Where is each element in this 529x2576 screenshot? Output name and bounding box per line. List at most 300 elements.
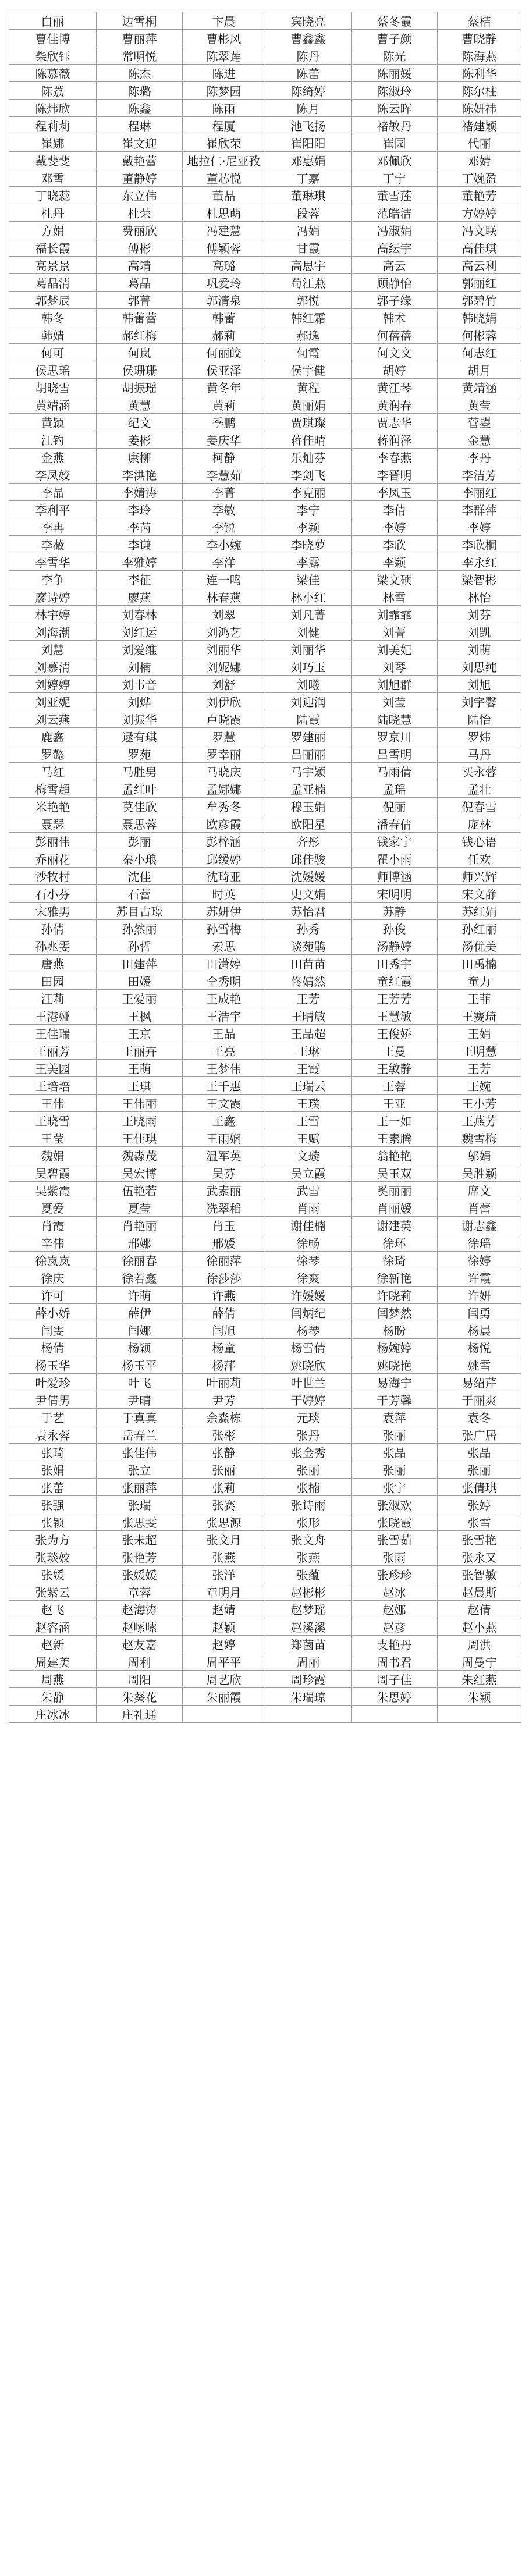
name-cell: 朱瑞琼	[265, 1688, 352, 1706]
name-cell: 张婷	[438, 1496, 521, 1513]
name-cell: 赵友嘉	[97, 1636, 183, 1653]
name-cell: 王鑫	[183, 1112, 265, 1129]
name-cell: 李冉	[9, 518, 97, 536]
name-cell: 刘旭	[438, 676, 521, 693]
name-cell: 戴艳蕾	[97, 152, 183, 169]
name-cell: 李洁芳	[438, 466, 521, 484]
name-cell: 陈鑫	[97, 100, 183, 117]
name-cell: 张丽	[265, 1461, 352, 1479]
name-cell: 黄莉	[183, 396, 265, 414]
name-cell: 叶世兰	[265, 1374, 352, 1391]
table-row	[9, 379, 521, 396]
name-cell: 索思	[183, 937, 265, 955]
name-cell: 梅雪超	[9, 780, 97, 798]
name-cell: 张广居	[438, 1426, 521, 1444]
name-cell: 刘春林	[97, 606, 183, 623]
name-cell: 何彬蓉	[438, 326, 521, 344]
name-cell: 张丽萍	[97, 1479, 183, 1496]
name-cell: 沙牧村	[9, 868, 97, 885]
name-cell: 陈翠莲	[183, 47, 265, 65]
name-cell: 崔阳阳	[265, 134, 352, 152]
name-cell: 刘鸿艺	[183, 623, 265, 641]
name-cell: 元琰	[265, 1409, 352, 1426]
name-cell: 李洪艳	[97, 466, 183, 484]
name-cell: 丁嘉	[265, 169, 352, 187]
name-cell: 刘迎润	[265, 693, 352, 710]
table-row	[9, 1618, 521, 1636]
name-cell: 杨雪倩	[265, 1339, 352, 1356]
name-cell: 闫旭	[183, 1321, 265, 1339]
name-cell: 常明悦	[97, 47, 183, 65]
name-cell	[183, 1706, 265, 1723]
name-cell: 尹倩男	[9, 1391, 97, 1409]
name-cell: 吴宏博	[97, 1164, 183, 1182]
name-cell: 高靖	[97, 257, 183, 274]
name-cell: 侯珊珊	[97, 361, 183, 379]
name-cell: 于真真	[97, 1409, 183, 1426]
name-cell: 刘云燕	[9, 710, 97, 728]
name-cell: 董琳琪	[265, 187, 352, 204]
table-row	[9, 257, 521, 274]
name-cell: 郝红梅	[97, 326, 183, 344]
name-cell: 郝逸	[265, 326, 352, 344]
name-cell: 王爱丽	[97, 990, 183, 1007]
name-cell: 赵溪溪	[265, 1618, 352, 1636]
name-cell: 章明月	[183, 1583, 265, 1601]
name-cell: 王莹	[9, 1129, 97, 1147]
table-row	[9, 169, 521, 187]
name-cell: 刘翠	[183, 606, 265, 623]
name-cell: 陈妍祎	[438, 100, 521, 117]
name-cell: 周丽	[265, 1653, 352, 1671]
name-cell: 叶爱珍	[9, 1374, 97, 1391]
name-cell: 赵海涛	[97, 1601, 183, 1618]
table-row	[9, 1601, 521, 1618]
name-cell: 范皓洁	[352, 204, 438, 222]
name-cell: 罗慧	[183, 728, 265, 745]
name-cell: 王枫	[97, 1007, 183, 1025]
name-cell: 易海宁	[352, 1374, 438, 1391]
table-row	[9, 1321, 521, 1339]
name-cell: 陈丹	[265, 47, 352, 65]
table-row	[9, 1095, 521, 1112]
name-cell: 胡振瑶	[97, 379, 183, 396]
name-cell: 林怡	[438, 588, 521, 606]
name-cell: 周曼宁	[438, 1653, 521, 1671]
table-row	[9, 1496, 521, 1513]
table-row	[9, 885, 521, 903]
name-cell: 徐环	[352, 1234, 438, 1252]
name-cell: 柯静	[183, 449, 265, 466]
name-cell: 王琪	[97, 1077, 183, 1095]
name-cell: 刘旭群	[352, 676, 438, 693]
name-cell: 黄慧	[97, 396, 183, 414]
name-cell: 刘海潮	[9, 623, 97, 641]
name-cell: 徐庆	[9, 1269, 97, 1287]
name-cell: 李婧涛	[97, 484, 183, 501]
table-row	[9, 1479, 521, 1496]
name-cell: 傅彬	[97, 239, 183, 257]
name-cell: 福长霞	[9, 239, 97, 257]
name-cell: 李婷	[438, 518, 521, 536]
name-cell: 罗懿	[9, 745, 97, 763]
name-cell: 王梦伟	[183, 1060, 265, 1077]
name-cell: 方婷婷	[438, 204, 521, 222]
name-cell: 李晋明	[352, 466, 438, 484]
name-cell: 刘凡菁	[265, 606, 352, 623]
name-cell: 王赋	[265, 1129, 352, 1147]
name-cell: 郭子缘	[352, 292, 438, 309]
name-cell: 王佳琪	[97, 1129, 183, 1147]
name-cell: 李永红	[438, 553, 521, 571]
name-cell: 武素丽	[183, 1182, 265, 1199]
name-cell: 田禹楠	[438, 955, 521, 972]
name-cell: 谢佳楠	[265, 1217, 352, 1234]
name-cell: 李玲	[97, 501, 183, 518]
name-cell: 马丹	[438, 745, 521, 763]
name-cell: 林宇婷	[9, 606, 97, 623]
name-cell: 林雪	[352, 588, 438, 606]
name-cell: 孟亚楠	[265, 780, 352, 798]
table-row	[9, 30, 521, 47]
name-cell: 田潇婷	[183, 955, 265, 972]
name-cell: 程琳	[97, 117, 183, 134]
table-row	[9, 1566, 521, 1583]
name-cell: 曹丽萍	[97, 30, 183, 47]
name-cell: 欧阳星	[265, 815, 352, 833]
name-cell: 梁佳	[265, 571, 352, 588]
name-cell: 肖蕾	[438, 1199, 521, 1217]
name-cell: 许媛媛	[265, 1287, 352, 1304]
name-cell: 何可	[9, 344, 97, 361]
table-row	[9, 571, 521, 588]
name-cell: 肖丽媛	[352, 1199, 438, 1217]
name-cell: 米艳艳	[9, 798, 97, 815]
name-cell: 谢志鑫	[438, 1217, 521, 1234]
name-cell: 杨悦	[438, 1339, 521, 1356]
name-cell: 张永又	[438, 1548, 521, 1566]
name-cell: 汤优美	[438, 937, 521, 955]
name-cell	[265, 1706, 352, 1723]
name-cell: 柴欣钰	[9, 47, 97, 65]
name-cell: 王素腾	[352, 1129, 438, 1147]
name-cell: 仝秀明	[183, 972, 265, 990]
name-cell: 张文舟	[265, 1531, 352, 1548]
name-cell: 朱丽霞	[183, 1688, 265, 1706]
name-cell: 聂思蓉	[97, 815, 183, 833]
name-cell: 韩晓娟	[438, 309, 521, 326]
name-cell: 买永蓉	[438, 763, 521, 780]
name-cell: 李婷	[352, 518, 438, 536]
name-cell: 齐彤	[265, 833, 352, 850]
name-cell: 高佳琪	[438, 239, 521, 257]
name-cell: 廖诗婷	[9, 588, 97, 606]
name-cell: 罗京川	[352, 728, 438, 745]
name-cell: 赵飞	[9, 1601, 97, 1618]
name-cell: 李小婉	[183, 536, 265, 553]
name-cell: 夏莹	[97, 1199, 183, 1217]
name-cell: 郭悦	[265, 292, 352, 309]
name-cell: 黄莹	[438, 396, 521, 414]
name-cell: 刘伊欣	[183, 693, 265, 710]
name-cell: 李欣桐	[438, 536, 521, 553]
name-cell: 张丽	[183, 1461, 265, 1479]
name-cell: 高云利	[438, 257, 521, 274]
table-row	[9, 641, 521, 658]
name-cell: 刘美妃	[352, 641, 438, 658]
name-cell: 费丽欣	[97, 222, 183, 239]
name-cell: 赵婷	[183, 1636, 265, 1653]
name-cell: 彭丽	[97, 833, 183, 850]
name-cell: 王芳芳	[352, 990, 438, 1007]
name-cell: 张未超	[97, 1531, 183, 1548]
name-cell: 吴玉双	[352, 1164, 438, 1182]
name-cell: 徐岚岚	[9, 1252, 97, 1269]
name-cell: 肖艳丽	[97, 1217, 183, 1234]
table-row	[9, 204, 521, 222]
name-cell: 高思宇	[265, 257, 352, 274]
name-cell: 蔡桔	[438, 12, 521, 30]
name-cell: 王京	[97, 1025, 183, 1042]
name-cell: 张为方	[9, 1531, 97, 1548]
name-cell: 黄润春	[352, 396, 438, 414]
name-cell: 菅曌	[438, 414, 521, 431]
name-cell: 郑菌苗	[265, 1636, 352, 1653]
name-cell: 庄冰冰	[9, 1706, 97, 1723]
name-cell: 董雪莲	[352, 187, 438, 204]
table-row	[9, 134, 521, 152]
table-row	[9, 117, 521, 134]
name-cell: 张琦	[9, 1444, 97, 1461]
table-row	[9, 152, 521, 169]
name-cell: 孙俊	[352, 920, 438, 937]
name-cell: 黄冬年	[183, 379, 265, 396]
name-cell: 蔡冬霞	[352, 12, 438, 30]
name-cell: 李露	[265, 553, 352, 571]
name-cell: 姜庆华	[183, 431, 265, 449]
name-cell: 邓佩欣	[352, 152, 438, 169]
table-row	[9, 309, 521, 326]
name-cell: 刘健	[265, 623, 352, 641]
name-cell: 程莉莉	[9, 117, 97, 134]
name-cell: 李锐	[183, 518, 265, 536]
name-cell: 朱葵花	[97, 1688, 183, 1706]
name-cell: 赵娜	[352, 1601, 438, 1618]
table-row	[9, 1287, 521, 1304]
name-cell: 叶丽莉	[183, 1374, 265, 1391]
table-row	[9, 1077, 521, 1095]
name-cell: 张瑞	[97, 1496, 183, 1513]
name-cell: 李慧茹	[183, 466, 265, 484]
name-cell: 曹晓静	[438, 30, 521, 47]
name-cell: 许萌	[97, 1287, 183, 1304]
table-row	[9, 1164, 521, 1182]
name-cell: 郭菁	[97, 292, 183, 309]
name-cell	[438, 1706, 521, 1723]
name-cell: 刘菁	[352, 623, 438, 641]
name-cell: 赵容涵	[9, 1618, 97, 1636]
name-cell: 王小芳	[438, 1095, 521, 1112]
name-cell: 陈荔	[9, 82, 97, 100]
name-cell: 崔欣荣	[183, 134, 265, 152]
name-cell: 戴斐斐	[9, 152, 97, 169]
name-cell: 王琳	[265, 1042, 352, 1060]
name-cell: 李菁	[183, 484, 265, 501]
name-cell: 王亚	[352, 1095, 438, 1112]
name-cell: 贾志华	[352, 414, 438, 431]
table-row	[9, 47, 521, 65]
table-row	[9, 361, 521, 379]
name-cell: 徐莎莎	[183, 1269, 265, 1287]
name-cell: 赵彦	[352, 1618, 438, 1636]
name-cell: 史文娟	[265, 885, 352, 903]
name-cell: 李洋	[183, 553, 265, 571]
table-row	[9, 1513, 521, 1531]
name-cell: 孙红丽	[438, 920, 521, 937]
name-cell: 冯文联	[438, 222, 521, 239]
name-cell: 黄丽娟	[265, 396, 352, 414]
name-cell: 张晶	[352, 1444, 438, 1461]
name-cell: 张静	[183, 1444, 265, 1461]
name-cell: 孙哲	[97, 937, 183, 955]
name-cell: 李颖	[265, 518, 352, 536]
name-cell: 田秀宇	[352, 955, 438, 972]
name-cell: 师博涵	[352, 868, 438, 885]
name-cell: 张蕴	[265, 1566, 352, 1583]
name-cell: 蒋佳晴	[265, 431, 352, 449]
name-cell: 宾晓亮	[265, 12, 352, 30]
name-cell: 朱思婷	[352, 1688, 438, 1706]
name-cell: 王伟丽	[97, 1095, 183, 1112]
name-cell: 杨盼	[352, 1321, 438, 1339]
table-row	[9, 1060, 521, 1077]
name-cell: 何文文	[352, 344, 438, 361]
name-cell: 张丽	[352, 1461, 438, 1479]
name-cell: 苏妍伊	[183, 903, 265, 920]
name-cell: 甘霞	[265, 239, 352, 257]
name-cell: 余淼栋	[183, 1409, 265, 1426]
name-cell: 董芯悦	[183, 169, 265, 187]
name-cell: 李欣	[352, 536, 438, 553]
name-cell: 葛晶清	[9, 274, 97, 292]
name-cell: 夏爱	[9, 1199, 97, 1217]
name-cell: 张立	[97, 1461, 183, 1479]
name-cell: 张丹	[265, 1426, 352, 1444]
name-cell: 林春燕	[183, 588, 265, 606]
name-cell: 陈慕薇	[9, 65, 97, 82]
name-cell: 侯宇健	[265, 361, 352, 379]
name-cell: 张晓霞	[352, 1513, 438, 1531]
name-cell: 张蕾	[9, 1479, 97, 1496]
name-cell: 巩爱玲	[183, 274, 265, 292]
name-cell: 聂瑟	[9, 815, 97, 833]
name-cell: 苏红娟	[438, 903, 521, 920]
name-cell: 瞿小雨	[352, 850, 438, 868]
table-row	[9, 1636, 521, 1653]
name-cell: 李争	[9, 571, 97, 588]
table-row	[9, 1688, 521, 1706]
name-cell: 张佳伟	[97, 1444, 183, 1461]
name-cell: 邱佳骏	[265, 850, 352, 868]
name-cell: 肖玉	[183, 1217, 265, 1234]
name-cell: 崔娜	[9, 134, 97, 152]
name-cell: 李凤姣	[9, 466, 97, 484]
name-cell: 易绍芹	[438, 1374, 521, 1391]
name-cell: 闫勇	[438, 1304, 521, 1321]
name-cell: 苟江燕	[265, 274, 352, 292]
name-cell: 彭丽伟	[9, 833, 97, 850]
name-cell: 陈尔柱	[438, 82, 521, 100]
name-cell: 李凤玉	[352, 484, 438, 501]
table-row	[9, 1653, 521, 1671]
name-cell: 刘楠	[97, 658, 183, 676]
name-cell: 张媛	[9, 1566, 97, 1583]
name-cell: 陈进	[183, 65, 265, 82]
name-cell: 沈媛媛	[265, 868, 352, 885]
name-cell: 孟瑶	[352, 780, 438, 798]
name-cell: 乔丽花	[9, 850, 97, 868]
name-cell: 汤静婷	[352, 937, 438, 955]
table-row	[9, 518, 521, 536]
name-cell: 高云	[352, 257, 438, 274]
name-cell: 杜荣	[97, 204, 183, 222]
name-cell: 杨童	[183, 1339, 265, 1356]
name-cell: 周子佳	[352, 1671, 438, 1688]
table-row	[9, 1391, 521, 1409]
table-row	[9, 239, 521, 257]
name-cell: 周建美	[9, 1653, 97, 1671]
name-cell: 张雨	[352, 1548, 438, 1566]
name-cell: 石蕾	[97, 885, 183, 903]
name-cell: 刘丽华	[265, 641, 352, 658]
name-cell: 章蓉	[97, 1583, 183, 1601]
name-cell: 邢娜	[97, 1234, 183, 1252]
name-cell: 魏淼茂	[97, 1147, 183, 1164]
table-row	[9, 1042, 521, 1060]
name-cell: 顾静怡	[352, 274, 438, 292]
name-cell: 刘慕清	[9, 658, 97, 676]
name-cell: 杨晨	[438, 1321, 521, 1339]
name-cell: 王娟	[438, 1025, 521, 1042]
name-cell: 张娟	[9, 1461, 97, 1479]
name-cell: 李晶	[9, 484, 97, 501]
name-cell: 赵小燕	[438, 1618, 521, 1636]
name-cell: 肖雨	[265, 1199, 352, 1217]
name-cell: 魏雪梅	[438, 1129, 521, 1147]
name-cell: 姚晓艳	[352, 1356, 438, 1374]
name-cell: 秦小琅	[97, 850, 183, 868]
name-cell: 陈丽媛	[352, 65, 438, 82]
name-cell: 杨玉平	[97, 1356, 183, 1374]
table-row	[9, 1147, 521, 1164]
name-cell: 韩蕾	[183, 309, 265, 326]
name-cell: 薛小娇	[9, 1304, 97, 1321]
table-row	[9, 1583, 521, 1601]
name-cell: 吕雪明	[352, 745, 438, 763]
name-cell: 童力	[438, 972, 521, 990]
table-row	[9, 396, 521, 414]
table-row	[9, 903, 521, 920]
name-cell: 倪丽	[352, 798, 438, 815]
name-cell: 师兴辉	[438, 868, 521, 885]
table-row	[9, 1356, 521, 1374]
table-row	[9, 1426, 521, 1444]
name-cell: 田园	[9, 972, 97, 990]
name-cell: 唐燕	[9, 955, 97, 972]
name-cell: 邓惠娟	[265, 152, 352, 169]
name-cell: 陈光	[352, 47, 438, 65]
name-cell: 彭梓涵	[183, 833, 265, 850]
